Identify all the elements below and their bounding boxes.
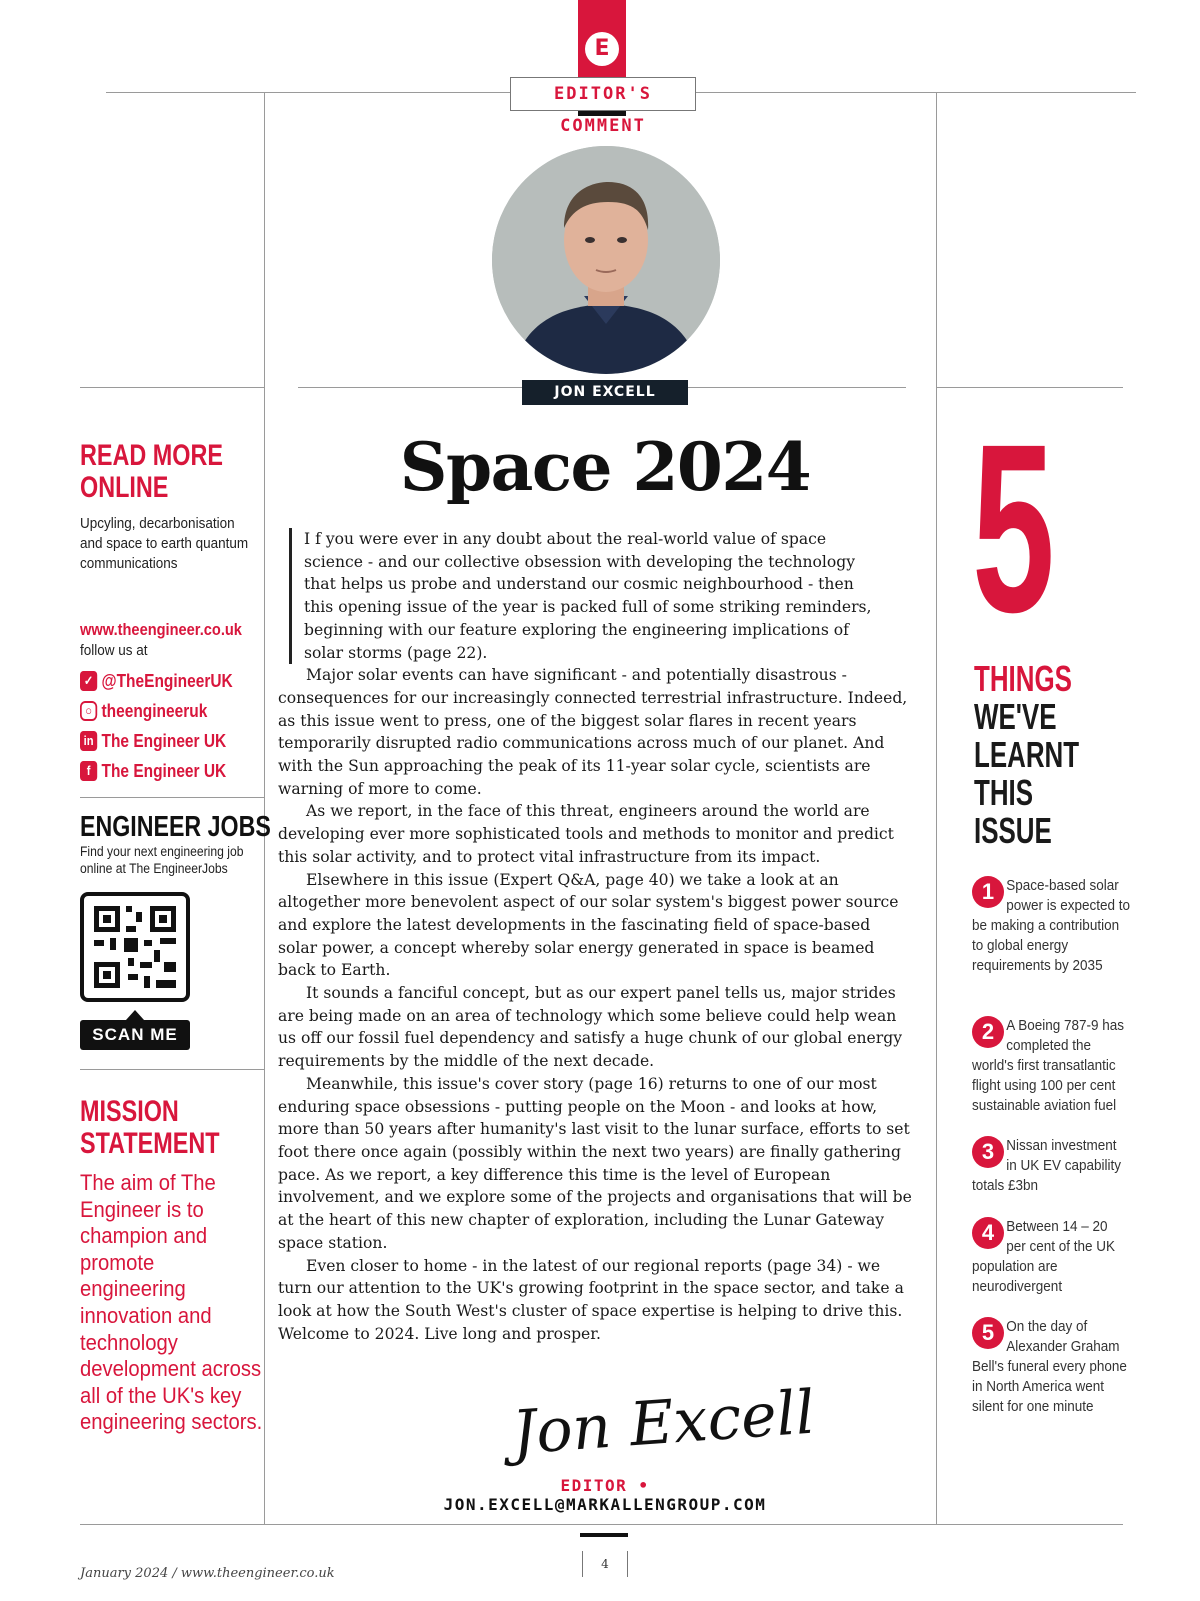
article-paragraph: It sounds a fanciful concept, but as our expert panel tells us, major strides are being made on an area of technology which some believe could help wean us off our fossil fuel dependency and satisfy a huge chunk of our global energy requirements by the middle of the next decade. [278, 984, 903, 1071]
article-paragraph: Elsewhere in this issue (Expert Q&A, page 40) we take a look at an altogether more benevolent aspect of our solar system's biggest power source and explore the latest developments in the fascinating field of space-based solar power, a concept whereby solar energy generated in space is beamed back to Earth. [278, 870, 899, 980]
editor-name-tag: JON EXCELL [522, 380, 688, 405]
left-rule-2 [80, 797, 265, 798]
things-heading-red: THINGS [974, 658, 1072, 699]
fact-item [972, 1317, 1130, 1417]
fact-text: Nissan investment in UK EV capability totals £3bn [972, 1137, 1122, 1194]
bottom-rule [80, 1524, 1123, 1525]
fact-number-icon: 2 [972, 1016, 1004, 1048]
portrait-photo-icon [492, 146, 720, 374]
article-paragraph: Major solar events can have significant - and potentially disastrous - consequences for our increasingly connected terrestrial infrastructure. Indeed, as this issue went to press, one of the biggest solar flares in recent years temporarily disrupted radio communications across much of our planet. And with the Sun approaching the peak of its 11-year solar cycle, scientists are warning of more to come. [278, 666, 908, 798]
article-paragraph: Meanwhile, this issue's cover story (page 16) returns to one of our most enduring space obsessions - putting people on the Moon - and looks at how, more than 50 years after humanity's last visit to the lunar surface, efforts to set foot there once again (possibly within the next two years) are finally gathering pace. As we report, a key difference this time is the level of European involvement, and we explore some of the projects and organisations that will be at the heart of this new chapter of exploration, including the Lunar Gateway space station. [278, 1074, 912, 1252]
fact-item [972, 876, 1130, 976]
social-label: @TheEngineerUK [101, 670, 233, 691]
linkedin-icon: in [80, 731, 97, 751]
scan-notch [126, 1010, 144, 1020]
editor-email[interactable]: JON.EXCELL@MARKALLENGROUP.COM [443, 1495, 767, 1514]
footer-bar [580, 1533, 628, 1537]
article-body [278, 528, 914, 1345]
right-rule-1 [937, 387, 1123, 388]
footer-issue: January 2024 / www.theengineer.co.uk [80, 1566, 335, 1581]
left-rule-3 [80, 1069, 265, 1070]
social-label: theengineeruk [101, 700, 208, 721]
article-title: Space 2024 [399, 428, 811, 506]
social-links [80, 666, 258, 786]
fact-text: Between 14 – 20 per cent of the UK population are neurodivergent [972, 1218, 1116, 1295]
right-column-divider [936, 92, 937, 1524]
qr-code-icon[interactable] [80, 892, 190, 1002]
social-label: The Engineer UK [101, 730, 227, 751]
read-more-line-2: ONLINE [80, 471, 169, 504]
editor-credit [400, 1476, 810, 1514]
big-number: 5 [972, 394, 1055, 662]
read-more-text: Upcyling, decarbonisation and space to earth quantum communications [80, 515, 249, 572]
editor-portrait [492, 146, 720, 374]
fact-text: Space-based solar power is expected to be making a contribution to global energy requirements by 2035 [972, 877, 1131, 974]
bullet-icon: • [638, 1476, 650, 1495]
left-column-divider [264, 92, 265, 1524]
engineer-logo-icon: E [585, 32, 619, 66]
social-flipboard[interactable] [80, 756, 233, 786]
mission-line-1: MISSION [80, 1095, 179, 1128]
read-more-heading [80, 440, 263, 504]
social-linkedin[interactable] [80, 726, 233, 756]
article-paragraph: As we report, in the face of this threat, engineers around the world are developing ever more sophisticated tools and methods to monitor and predict this solar activity, and to protect vital infrastructure from its impact. [278, 802, 894, 866]
website-link[interactable]: www.theengineer.co.uk [80, 620, 242, 639]
things-heading-line: ISSUE [974, 810, 1052, 851]
jobs-text: Find your next engineering job online at The EngineerJobs [80, 844, 244, 876]
left-rule-1 [80, 387, 265, 388]
fact-number-icon: 4 [972, 1217, 1004, 1249]
section-label-bar [578, 111, 626, 116]
fact-text: A Boeing 787-9 has completed the world's first transatlantic flight using 100 per cent sustainable aviation fuel [972, 1017, 1125, 1114]
mission-line-2: STATEMENT [80, 1127, 220, 1160]
things-heading-line: THIS [974, 772, 1034, 813]
mission-text: The aim of The Engineer is to champion and promote engineering innovation and technology development across all of the UK's key engineering sectors. [80, 1170, 263, 1435]
page-number: 4 [582, 1551, 628, 1577]
social-twitter[interactable] [80, 666, 233, 696]
editor-role: EDITOR [560, 1476, 628, 1495]
fact-number-icon: 5 [972, 1317, 1004, 1349]
follow-text: follow us at [80, 642, 148, 659]
fact-item [972, 1016, 1130, 1116]
fact-text: On the day of Alexander Graham Bell's funeral every phone in North America went silent for one minute [972, 1318, 1127, 1415]
things-heading [974, 660, 1079, 850]
twitter-icon: ✓ [80, 671, 97, 691]
fact-item [972, 1136, 1130, 1196]
fact-item [972, 1217, 1130, 1297]
fact-number-icon: 3 [972, 1136, 1004, 1168]
article-paragraph: I f you were ever in any doubt about the real-world value of space science - and our collective obsession with developing the technology that helps us probe and understand our cosmic neighbourhood - then this opening issue of the year is packed full of some striking reminders, beginning with our feature exploring the engineering implications of solar storms (page 22). [289, 528, 884, 664]
read-more-line-1: READ MORE [80, 439, 224, 472]
things-heading-line: LEARNT [974, 734, 1080, 775]
things-heading-line: WE'VE [974, 696, 1057, 737]
jobs-heading: ENGINEER JOBS [80, 811, 271, 843]
scan-me-label: SCAN ME [80, 1020, 190, 1050]
flipboard-icon: f [80, 761, 97, 781]
fact-number-icon: 1 [972, 876, 1004, 908]
social-instagram[interactable] [80, 696, 233, 726]
mission-heading [80, 1096, 259, 1160]
article-paragraph: Even closer to home - in the latest of our regional reports (page 34) - we turn our attention to the UK's growing footprint in the space sector, and take a look at how the South West's cluster of space expertise is helping to drive this. Welcome to 2024. Live long and prosper. [278, 1256, 904, 1343]
editor-signature: Jon Excell [509, 1377, 818, 1469]
social-label: The Engineer UK [101, 760, 227, 781]
section-label: EDITOR'S COMMENT [510, 77, 696, 111]
instagram-icon: ○ [80, 701, 97, 721]
